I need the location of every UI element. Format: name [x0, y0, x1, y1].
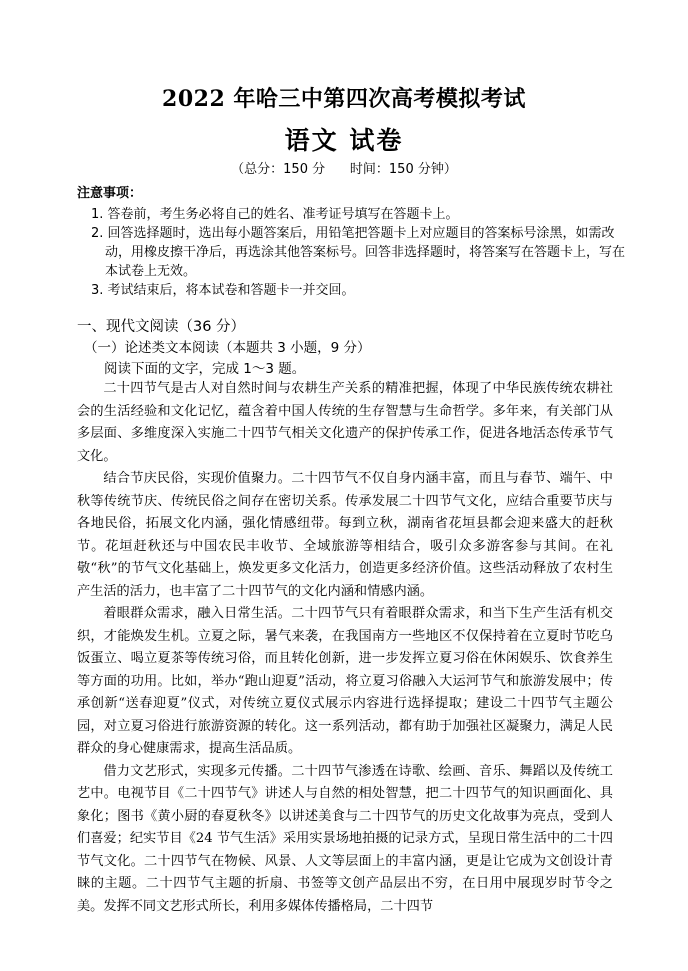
notice-heading: 注意事项：: [77, 186, 143, 201]
passage-paragraph: 着眼群众需求，融入日常生活。二十四节气只有着眼群众需求，和当下生产生活有机交织，才能焕发生机。立夏之际，暑气来袭，在我国南方一些地区不仅保持着在立夏时节吃乌饭蛋立、喝立夏茶等传统习俗，而且转化创新，进一步发挥立夏习俗在休闲娱乐、饮食养生等方面的功用。比如，举办“跑山迎夏”活动，将立夏习俗融入大运河节气和旅游发展中；传承创新“送春迎夏”仪式，对传统立夏仪式展示内容进行选择提取；建设二十四节气主题公园，对立夏习俗进行旅游资源的转化。这一系列活动，都有助于加强社区凝聚力，满足人民群众的身心健康需求，提高生活品质。: [77, 606, 613, 756]
passage-paragraph: 借力文艺形式，实现多元传播。二十四节气渗透在诗歌、绘画、音乐、舞蹈以及传统工艺中。电视节目《二十四节气》讲述人与自然的相处智慧，把二十四节气的知识画面化、具象化；图书《黄小厨的春夏秋冬》以讲述美食与二十四节气的历史文化故事为亮点，受到人们喜爱；纪实节目《24 节气生活》采用实景场地拍摄的记录方式，呈现日常生活中的二十四节气文化。二十四节气在物候、风景、人文等层面上的丰富内涵，更是让它成为文创设计青睐的主题。二十四节气主题的折扇、书签等文创产品层出不穷，在日用中展现岁时节令之美。发挥不同文艺形式所长，利用多媒体传播格局，二十四节: [77, 763, 613, 914]
notice-item: 1. 答卷前，考生务必将自己的姓名、准考证号填写在答题卡上。: [91, 207, 459, 222]
exam-meta: （总分：150 分 时间：150 分钟）: [231, 162, 457, 177]
notice-item: 2. 回答选择题时，选出每小题答案后，用铅笔把答题卡上对应题目的答案标号涂黑，如需改动，用橡皮擦干净后，再选涂其他答案标号。回答非选择题时，将答案写在答题卡上，写在本试卷上无效。: [91, 226, 626, 279]
exam-title: 2022 年哈三中第四次高考模拟考试: [162, 86, 526, 112]
passage-paragraph: 二十四节气是古人对自然时间与农耕生产关系的精准把握，体现了中华民族传统农耕社会的生活经验和文化记忆，蕴含着中国人传统的生存智慧与生命哲学。多年来，有关部门从多层面、多维度深入实施二十四节气相关文化遗产的保护传承工作，促进各地活态传承节气文化。: [77, 381, 613, 464]
notice-item: 3. 考试结束后，将本试卷和答题卡一并交回。: [91, 283, 355, 298]
exam-subject: 语文 试卷: [284, 126, 404, 155]
passage-paragraph: 结合节庆民俗，实现价值聚力。二十四节气不仅自身内涵丰富，而且与春节、端午、中秋等传统节庆、传统民俗之间存在密切关系。传承发展二十四节气文化，应结合重要节庆与各地民俗，拓展文化内涵，强化情感纽带。每到立秋，湖南省花垣县都会迎来盛大的赶秋节。花垣赶秋还与中国农民丰收节、全域旅游等相结合，吸引众多游客参与其间。在礼敬“秋”的节气文化基础上，焕发更多文化活力，创造更多经济价值。这些活动释放了农村生产生活的活力，也丰富了二十四节气的文化内涵和情感内涵。: [77, 471, 613, 599]
reading-passage: [77, 378, 613, 918]
subsection-heading: （一）论述类文本阅读（本题共 3 小题，9 分）: [84, 340, 371, 356]
section-heading: 一、现代文阅读（36 分）: [77, 319, 246, 335]
reading-instruction: 阅读下面的文字，完成 1～3 题。: [104, 361, 306, 377]
notice-list: [91, 205, 631, 300]
